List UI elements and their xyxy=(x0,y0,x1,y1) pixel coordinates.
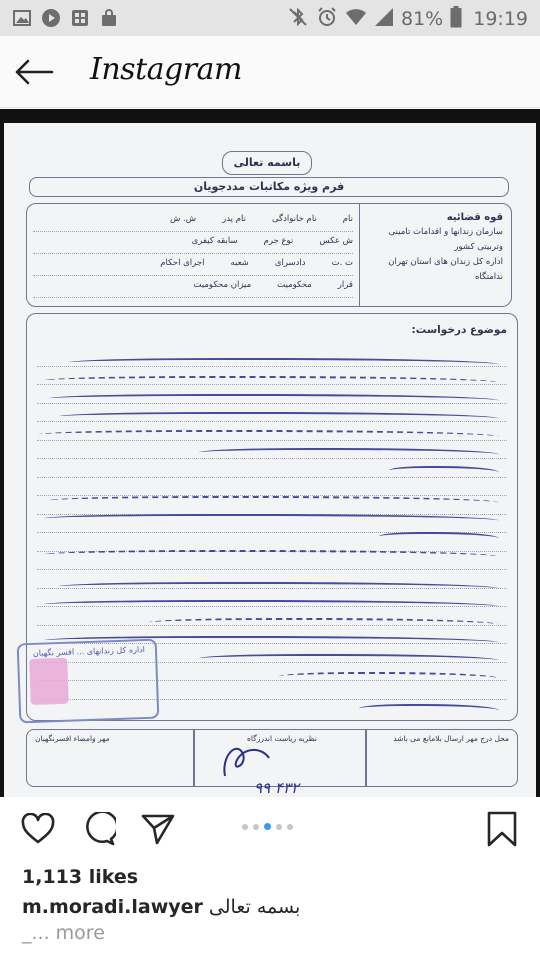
footer-cell: نظریه ریاست اندرزگاه xyxy=(246,734,317,743)
org-line: ندامتگاه xyxy=(474,272,503,282)
signature-scribble xyxy=(217,736,277,782)
footer-divider xyxy=(365,730,367,786)
comment-button[interactable] xyxy=(81,811,117,847)
caption xyxy=(22,896,300,918)
stamp xyxy=(17,639,160,724)
caption-text: بسمه تعالی xyxy=(208,896,301,918)
signal-icon xyxy=(374,7,394,31)
field-label: نام پدر xyxy=(222,214,246,224)
post-image[interactable] xyxy=(0,109,540,797)
carousel-dot xyxy=(253,824,259,830)
field-label: نوع جرم xyxy=(263,236,294,246)
caption-prefix: _... xyxy=(22,922,50,944)
more-link[interactable]: more xyxy=(55,922,105,944)
save-button[interactable] xyxy=(484,811,520,847)
org-line: اداره کل زندان های استان تهران xyxy=(388,257,503,267)
arrow-left-icon xyxy=(14,59,54,85)
info-row xyxy=(33,210,353,232)
battery-icon xyxy=(450,6,462,32)
carousel-indicator xyxy=(242,823,293,830)
footer-cell: مهر وامضاء افسرنگهبان xyxy=(35,734,110,743)
alarm-icon xyxy=(316,6,338,32)
app-bar xyxy=(0,36,540,108)
pink-seal xyxy=(29,658,69,705)
info-row xyxy=(33,276,353,298)
youtube-icon xyxy=(41,8,61,28)
post-actions xyxy=(0,797,540,859)
org-line: قوه قضائیه xyxy=(446,212,503,223)
back-button[interactable] xyxy=(12,54,56,90)
field-label: ت .ت xyxy=(331,258,353,268)
document-form-title: فرم ویژه مکاتبات مددجویان xyxy=(29,177,509,197)
field-label: دادسرای xyxy=(274,258,306,268)
field-label: سابقه کیفری xyxy=(191,236,238,246)
comment-icon xyxy=(82,812,116,846)
field-label: قرار xyxy=(337,280,353,290)
field-label: ش. ش xyxy=(169,214,197,224)
send-icon xyxy=(141,813,175,845)
document-header: باسمه تعالی xyxy=(222,151,312,175)
footer-divider xyxy=(193,730,195,786)
footer-cell: محل درج مهر ارسال بلامانع می باشد xyxy=(393,734,509,743)
carousel-dot xyxy=(264,823,271,830)
app-logo: Instagram xyxy=(90,52,242,87)
wifi-icon xyxy=(345,7,367,31)
document-page xyxy=(4,123,536,797)
caption-more[interactable] xyxy=(22,922,105,944)
caption-username[interactable]: m.moradi.lawyer xyxy=(22,896,203,918)
carousel-dot xyxy=(276,824,282,830)
bookmark-icon xyxy=(487,811,517,847)
field-label: نام xyxy=(342,214,353,224)
carousel-dot xyxy=(242,824,248,830)
field-label: محکومیت xyxy=(277,280,312,290)
field-label: شعبه xyxy=(230,258,249,268)
organization-block xyxy=(359,204,511,306)
field-label: میزان محکومیت xyxy=(193,280,252,290)
shopping-bag-icon xyxy=(99,8,119,28)
gallery-icon xyxy=(12,8,32,28)
clock: 19:19 xyxy=(473,8,528,30)
battery-percent: 81% xyxy=(401,8,444,30)
status-bar xyxy=(0,0,540,36)
like-count[interactable]: 1,113 likes xyxy=(22,866,139,888)
heart-icon xyxy=(21,813,55,845)
grid-icon xyxy=(70,8,90,28)
ruled-line xyxy=(37,478,507,497)
like-button[interactable] xyxy=(20,811,56,847)
carousel-dot xyxy=(287,824,293,830)
info-row xyxy=(33,254,353,276)
info-row xyxy=(33,232,353,254)
stamp-text: اداره کل زندانهای ... افسر نگهبان xyxy=(32,644,146,658)
field-label: اجرای احکام xyxy=(160,258,205,268)
share-button[interactable] xyxy=(140,811,176,847)
field-label: نام خانوادگی xyxy=(271,214,317,224)
handwritten-line xyxy=(359,704,499,716)
bluetooth-muted-icon xyxy=(287,6,309,32)
org-line: سازمان زندانها و اقدامات تامینی وتربیتی کشور xyxy=(388,227,503,252)
field-label: ش عکس xyxy=(319,236,353,246)
document-number: ۹۹ ۴۳۲ xyxy=(254,779,300,797)
document-info-box xyxy=(26,203,512,307)
info-fields xyxy=(33,210,353,298)
request-label: موضوع درخواست: xyxy=(411,324,507,336)
